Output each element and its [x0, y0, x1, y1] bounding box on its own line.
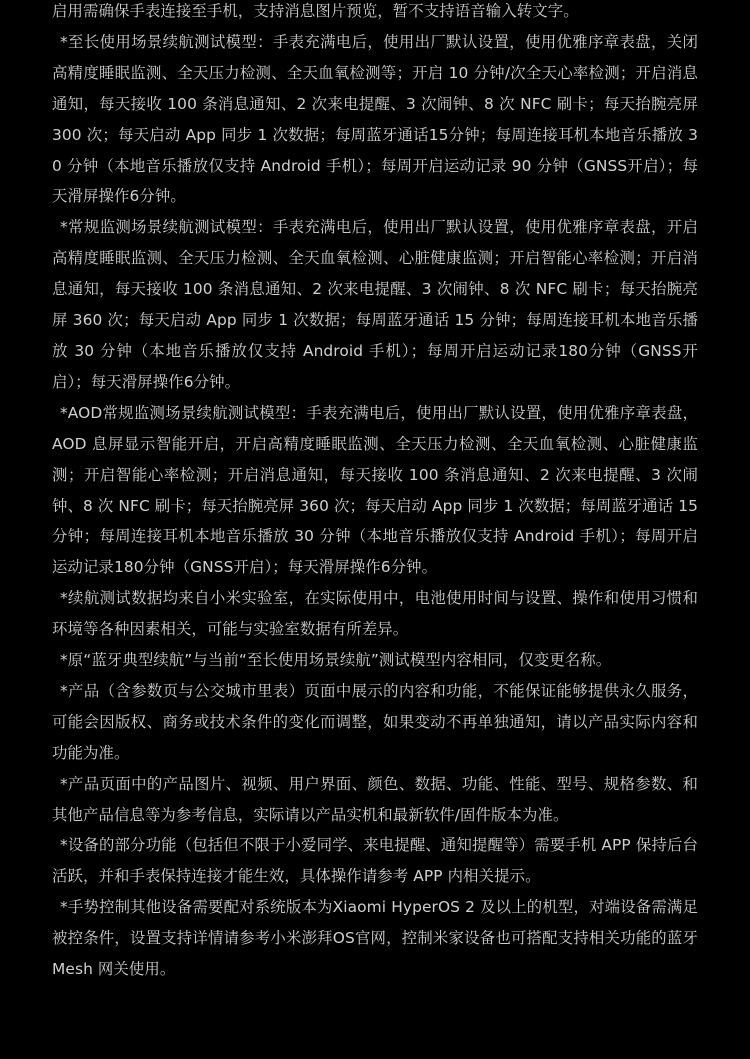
note-reference-info-disclaimer: *产品页面中的产品图片、视频、用户界面、颜色、数据、功能、性能、型号、规格参数、和其他产品信息等为参考信息，实际请以产品实机和最新软件/固件版本为准。: [52, 774, 698, 824]
note-aod-battery-model: *AOD常规监测场景续航测试模型：手表充满电后，使用出厂默认设置，使用优雅序章表盘，AOD 息屏显示智能开启，开启高精度睡眠监测、全天压力检测、全天血氧检测、心脏健康监测；开启智能心率检测；开启消息通知，每天接收 100 条消息通知、2 次来电提醒、3 次闹钟、8 次 NFC 刷卡；每天抬腕亮屏 360 次；每天启动 App 同步 1 次数据；每周蓝牙通话 15 分钟；每周连接耳机本地音乐播放 30 分钟（本地音乐播放仅支持 Android 手机）；每周开启运动记录180分钟（GNSS开启）；每天滑屏操作6分钟。: [52, 403, 698, 577]
note-regular-monitoring-battery-model: *常规监测场景续航测试模型：手表充满电后，使用出厂默认设置，使用优雅序章表盘，开启高精度睡眠监测、全天压力检测、全天血氧检测、心脏健康监测；开启智能心率检测；开启消息通知，每天接收 100 条消息通知、2 次来电提醒、3 次闹钟、8 次 NFC 刷卡；每天抬腕亮屏 360 次；每天启动 App 同步 1 次数据；每周蓝牙通话 15 分钟；每周连接耳机本地音乐播放 30 分钟（本地音乐播放仅支持 Android 手机）；每周开启运动记录180分钟（GNSS开启）；每天滑屏操作6分钟。: [52, 218, 698, 391]
note-lab-data-disclaimer: *续航测试数据均来自小米实验室，在实际使用中，电池使用时间与设置、操作和使用习惯和环境等各种因素相关，可能与实验室数据有所差异。: [52, 589, 698, 639]
note-app-background-requirement: *设备的部分功能（包括但不限于小爱同学、来电提醒、通知提醒等）需要手机 APP 保持后台活跃，并和手表保持连接才能生效，具体操作请参考 APP 内相关提示。: [52, 836, 698, 886]
disclaimer-notes: [52, 0, 698, 985]
note-gesture-control-requirement: *手势控制其他设备需要配对系统版本为Xiaomi HyperOS 2 及以上的机型，对端设备需满足被控条件，设置支持详情请参考小米澎拜OS官网，控制米家设备也可搭配支持相关功能的蓝牙 Mesh 网关使用。: [52, 898, 698, 979]
note-renamed-model: *原“蓝牙典型续航”与当前“至长使用场景续航”测试模型内容相同，仅变更名称。: [60, 651, 612, 670]
note-max-usage-battery-model: *至长使用场景续航测试模型：手表充满电后，使用出厂默认设置，使用优雅序章表盘，关闭高精度睡眠监测、全天压力检测、全天血氧检测等；开启 10 分钟/次全天心率检测；开启消息通知，每天接收 100 条消息通知、2 次来电提醒、3 次闹钟、8 次 NFC 刷卡；每天抬腕亮屏 300 次；每天启动 App 同步 1 次数据；每周蓝牙通话15分钟；每周连接耳机本地音乐播放 30 分钟（本地音乐播放仅支持 Android 手机）；每周开启运动记录 90 分钟（GNSS开启）；每天滑屏操作6分钟。: [52, 32, 698, 206]
note-content-change-disclaimer: *产品（含参数页与公交城市里表）页面中展示的内容和功能，不能保证能够提供永久服务，可能会因版权、商务或技术条件的变化而调整，如果变动不再单独通知，请以产品实际内容和功能为准。: [52, 681, 698, 762]
note-message-preview: 启用需确保手表连接至手机，支持消息图片预览，暂不支持语音输入转文字。: [52, 2, 579, 20]
